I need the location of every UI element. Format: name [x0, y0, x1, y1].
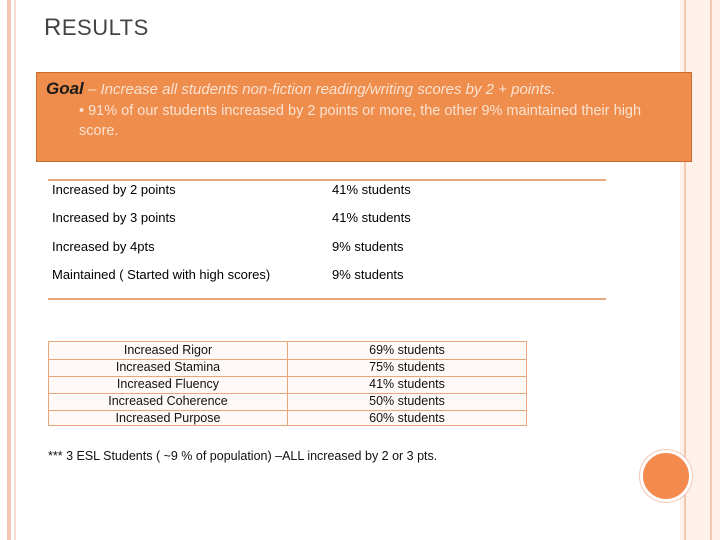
- results-row: [52, 267, 612, 287]
- metric-row: [49, 342, 526, 360]
- left-frame-bar: [7, 0, 11, 540]
- esl-note: *** 3 ESL Students ( ~9 % of population) –ALL increased by 2 or 3 pts.: [48, 449, 438, 463]
- left-frame-bar-thin: [14, 0, 16, 540]
- metric-row: [49, 410, 526, 427]
- metric-name: Increased Stamina: [115, 360, 221, 374]
- slide-title-initial: R: [44, 14, 62, 41]
- metric-row: [49, 376, 526, 394]
- slide-title-rest: ESULTS: [61, 15, 149, 40]
- metric-name: Increased Coherence: [108, 394, 228, 408]
- goal-bullet: • 91% of our students increased by 2 points or more, the other 9% maintained their high score.: [79, 103, 642, 139]
- goal-box: [36, 72, 692, 162]
- metric-value: 60% students: [369, 411, 445, 425]
- result-label: Increased by 4pts: [52, 239, 155, 254]
- goal-text: – Increase all students non-fiction reading/writing scores by 2 + points.: [83, 81, 556, 98]
- slide-title: [44, 14, 149, 42]
- result-label: Maintained ( Started with high scores): [52, 267, 271, 282]
- metric-name: Increased Fluency: [116, 377, 220, 391]
- result-value: 9% students: [332, 239, 404, 254]
- right-frame-line: [710, 0, 712, 540]
- results-row: [52, 239, 612, 259]
- metric-row: [49, 359, 526, 377]
- goal-line: [46, 79, 555, 99]
- results-top-rule: [48, 179, 606, 181]
- metric-name: Increased Rigor: [123, 343, 213, 357]
- results-row: [52, 210, 612, 230]
- metrics-table: [48, 341, 527, 426]
- results-bottom-rule: [48, 298, 606, 300]
- goal-label: Goal: [46, 79, 84, 98]
- metric-value: 75% students: [369, 360, 445, 374]
- decorative-circle: [640, 450, 692, 502]
- metric-name: Increased Purpose: [115, 411, 221, 425]
- result-label: Increased by 3 points: [52, 210, 176, 225]
- left-frame-decoration: [0, 0, 28, 540]
- metric-row: [49, 393, 526, 411]
- metric-value: 50% students: [369, 394, 445, 408]
- metric-value: 41% students: [369, 377, 445, 391]
- result-label: Increased by 2 points: [52, 182, 176, 197]
- result-value: 41% students: [332, 182, 411, 197]
- result-value: 41% students: [332, 210, 411, 225]
- metric-value: 69% students: [369, 343, 445, 357]
- results-row: [52, 182, 612, 202]
- result-value: 9% students: [332, 267, 404, 282]
